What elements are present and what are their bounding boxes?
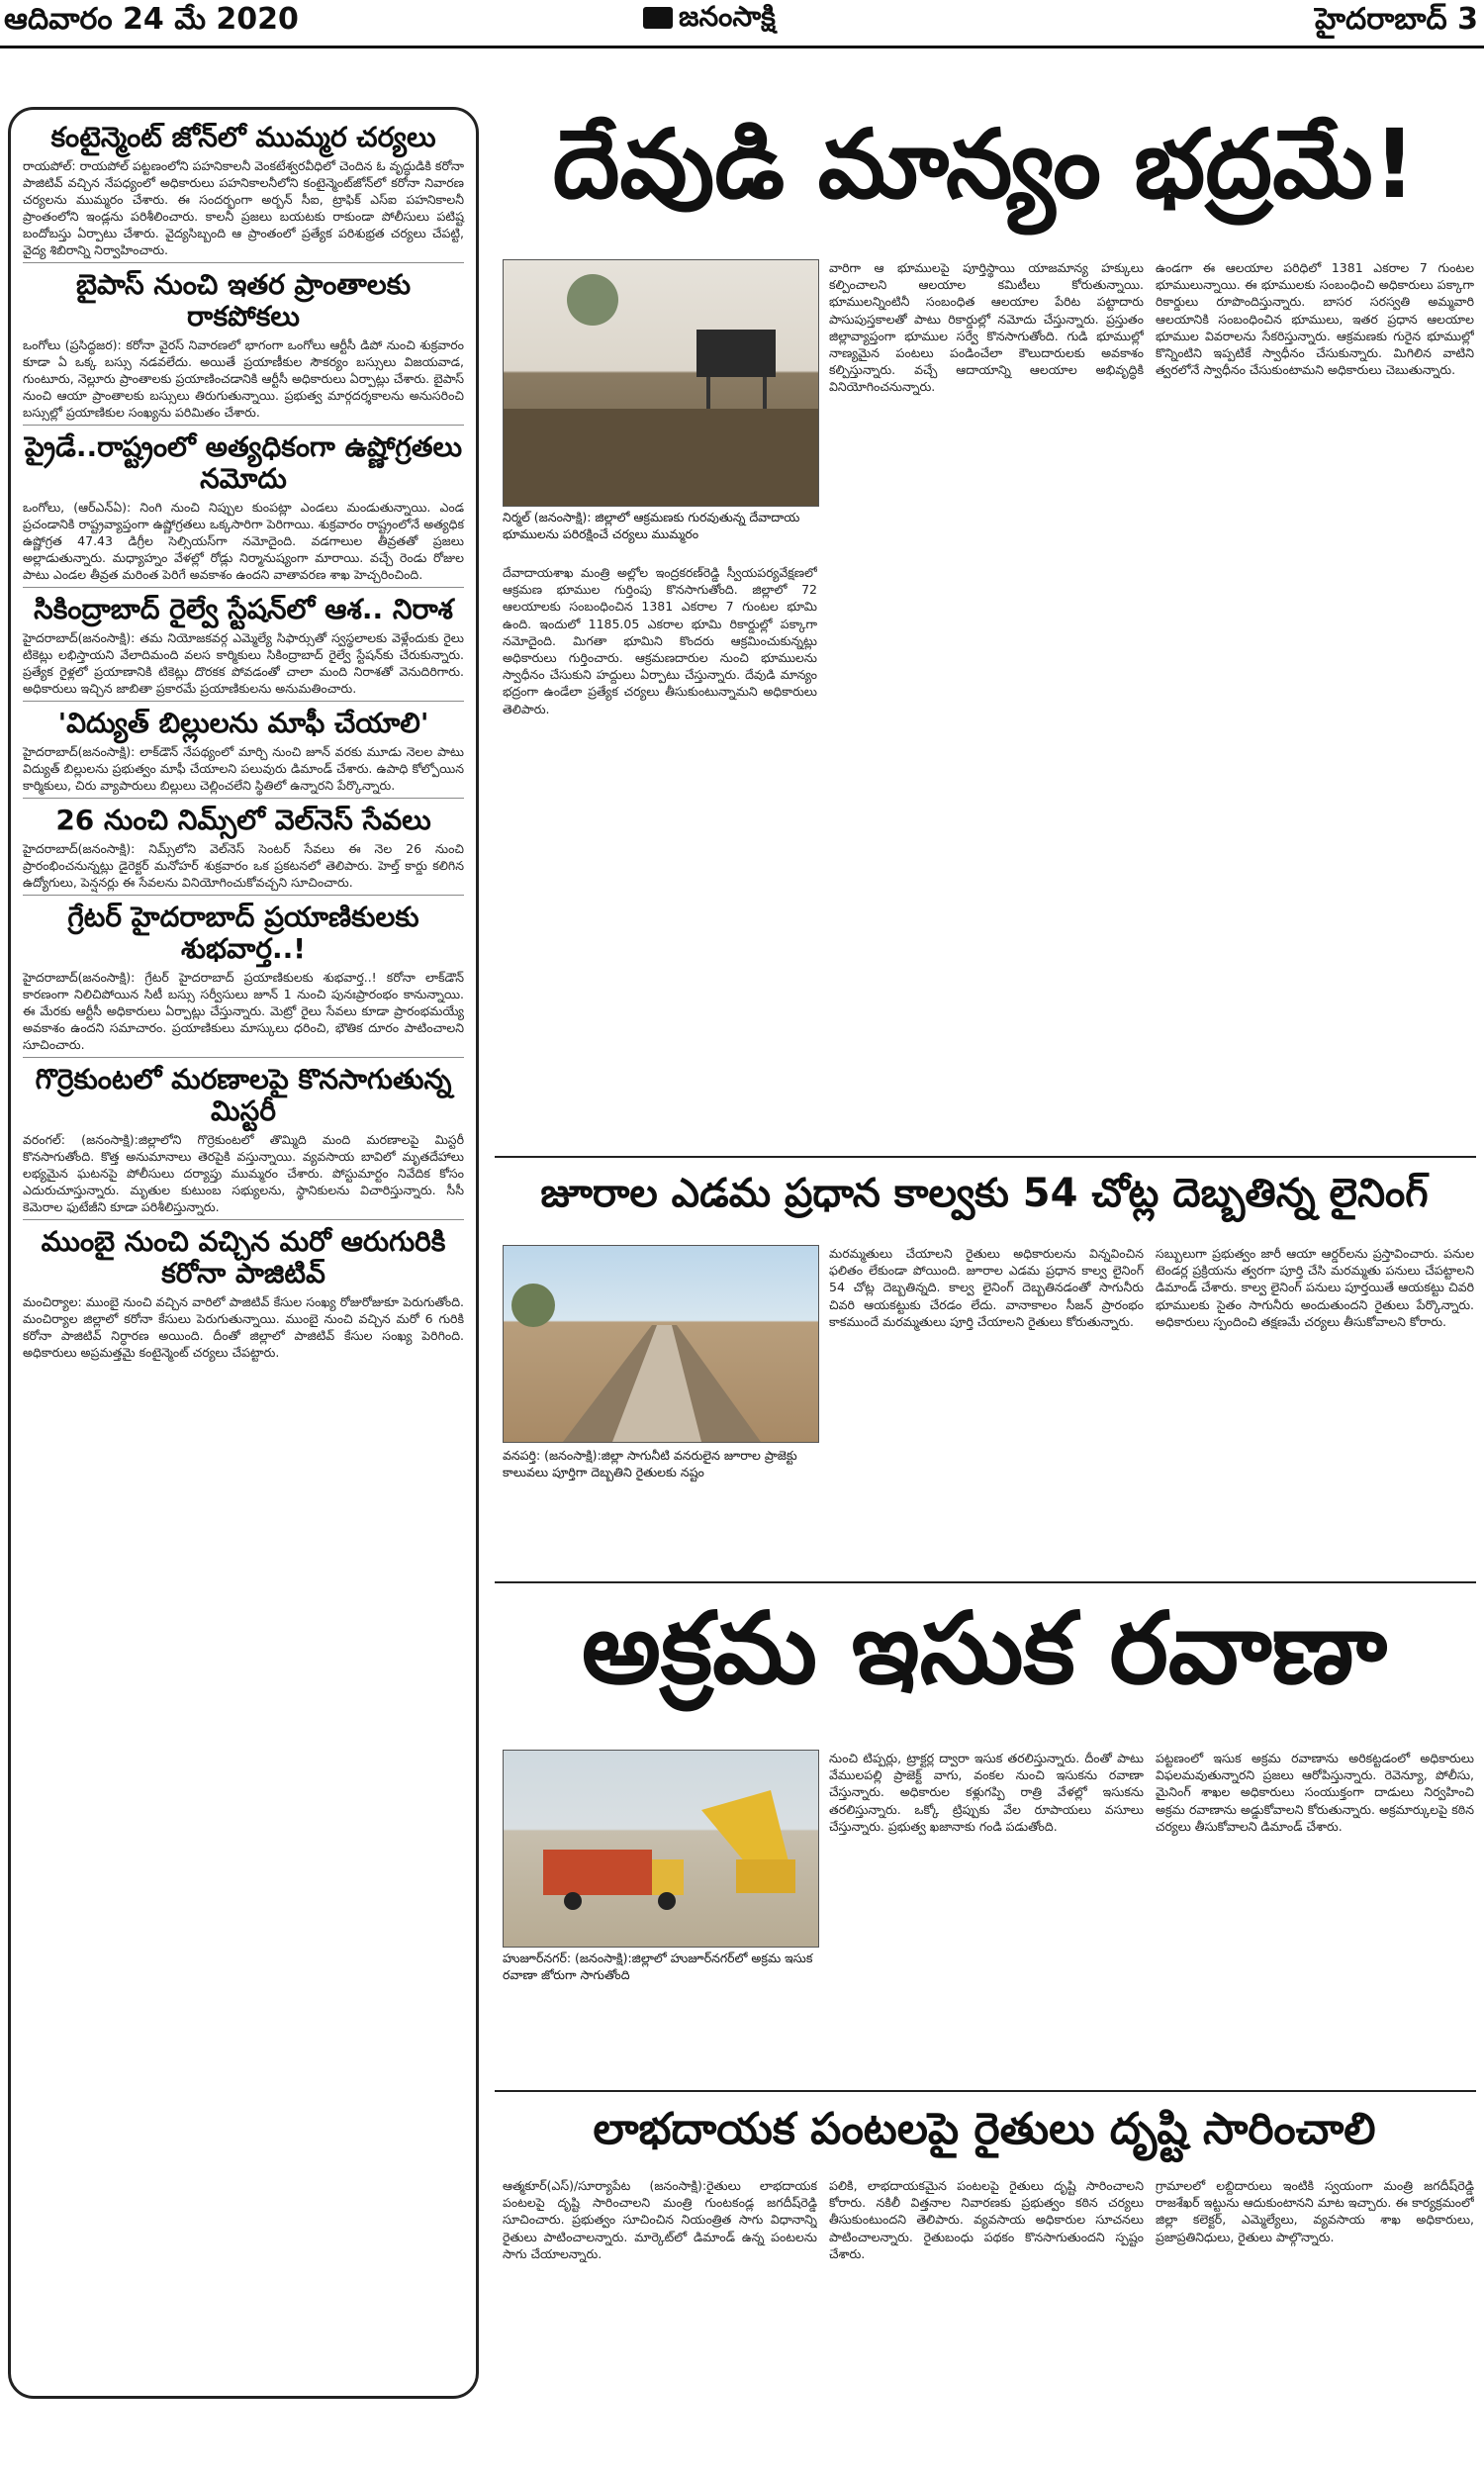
- divider: [23, 425, 464, 426]
- divider: [23, 1219, 464, 1220]
- brief-text: వరంగల్: (జనంసాక్షి):జిల్లాలోని గొర్రెకుంటలో తొమ్మిది మంది మరణాలపై మిస్టరీ కొనసాగుతోంది. కొత్త అనుమానాలు తెరపైకి వస్తున్నాయి. వ్యవసాయ బావిలో మృతదేహాలు లభ్యమైన ఘటనపై పోలీసులు దర్యాప్తు ముమ్మరం చేశారు. పోస్టుమార్టం నివేదిక కోసం ఎదురుచూస్తున్నారు. మృతుల కుటుంబ సభ్యులను, స్థానికులను విచారిస్తున్నారు. సీసీ కెమెరాల ఫుటేజీని కూడా పరిశీలిస్తున్నారు.: [23, 1132, 464, 1214]
- brief-title: గ్రేటర్ హైదరాబాద్ ప్రయాణికులకు శుభవార్త..!: [67, 901, 419, 965]
- brief-title: 'విద్యుత్ బిల్లులను మాఫీ చేయాలి': [57, 707, 429, 739]
- divider: [23, 895, 464, 896]
- brief-text: హైదరాబాద్(జనంసాక్షి): గ్రేటర్ హైదరాబాద్ ప్రయాణికులకు శుభవార్త..! కరోనా లాక్‌డౌన్ కారణంగా నిలిచిపోయిన సిటీ బస్సు సర్వీసులు జూన్ 1 నుంచి పునఃప్రారంభం కానున్నాయి. ఈ మేరకు ఆర్టీసీ అధికారులు ఏర్పాట్లు చేస్తున్నారు. మెట్రో రైలు సేవలు కూడా ప్రారంభమయ్యే అవకాశం ఉందని సమాచారం. ప్రయాణికులు మాస్కులు ధరించి, భౌతిక దూరం పాటించాలని సూచించారు.: [23, 970, 464, 1052]
- sand-truck-excavator-image: [504, 1751, 818, 1947]
- story4-headline: లాభదాయక పంటలపై రైతులు దృష్టి సారించాలి: [593, 2104, 1376, 2154]
- brief-item: [23, 594, 464, 702]
- brief-text: రాయపోల్: రాయపోల్ పట్టణంలోని పహనికాలనీ వెంకటేశ్వరవీధిలో చెందిన ఓ వృద్ధుడికి కరోనా పాజిటివ్ వచ్చిన నేపధ్యంలో అధికారులు పహనికాలనీలోని కంటైన్మెంట్‌జోన్‌లో కరోనా నివారణ చర్యలను ముమ్మరం చేశారు. ఈ సందర్భంగా అర్బన్ సీఐ, ట్రాఫిక్ ఎస్‌ఐ పహనికాలనీ ప్రాంతంలోని ఇండ్లను పరిశీలించారు. కాలనీ ప్రజలు బయటకు రాకుండా పోలీసులు పటిష్ట బందోబస్తు ఏర్పాటు చేశారు. వైద్యసిబ్బంది ఆ ప్రాంతంలో ప్రత్యేక పరిశుభ్రత చర్యలు చేపట్టి, వైద్య శిబిరాన్ని నిర్వాహించారు.: [23, 158, 464, 257]
- divider: [23, 798, 464, 799]
- brief-title: ముంబై నుంచి వచ్చిన మరో ఆరుగురికి కరోనా పాజిటివ్: [41, 1225, 446, 1289]
- brief-item: [23, 708, 464, 799]
- brief-text: హైదరాబాద్(జనంసాక్షి): లాక్‌డౌన్ నేపథ్యంలో మార్చి నుంచి జూన్ వరకు మూడు నెలల పాటు విద్యుత్ బిల్లులను ప్రభుత్వం మాఫీ చేయాలని పలువురు డిమాండ్ చేశారు. ఉపాధి కోల్పోయిన కార్మికులు, చిరు వ్యాపారులు బిల్లులు చెల్లించలేని స్థితిలో ఉన్నారని పేర్కొన్నారు.: [23, 744, 464, 793]
- brief-title: గొర్రెకుంటలో మరణాలపై కొనసాగుతున్న మిస్టరీ: [35, 1063, 452, 1127]
- story3-column-2: పట్టణంలో ఇసుక అక్రమ రవాణాను అరికట్టడంలో అధికారులు విఫలమవుతున్నారని ప్రజలు ఆరోపిస్తున్నారు. రెవెన్యూ, పోలీసు, మైనింగ్ శాఖల అధికారులు సంయుక్తంగా దాడులు నిర్వహించి అక్రమ రవాణాను అడ్డుకోవాలని కోరుతున్నారు. అక్రమార్కులపై కఠిన చర్యలు తీసుకోవాలని డిమాండ్ చేశారు.: [1156, 1751, 1474, 1834]
- divider: [23, 587, 464, 588]
- divider: [23, 701, 464, 702]
- excavator: [701, 1790, 790, 1869]
- signboard-field-image: [504, 260, 818, 506]
- story3-photo: [503, 1750, 819, 1948]
- story4-column-3: గ్రామాలలో లబ్దిదారులు ఇంటికి స్వయంగా మంత్రి జగదీష్‌రెడ్డి రాజశేఖర్ ఇట్టును ఆదుకుంటానని మాట ఇచ్చారు. ఈ కార్యక్రమంలో జిల్లా కలెక్టర్, ఎమ్మెల్యేలు, వ్యవసాయ శాఖ అధికారులు, ప్రజాప్రతినిధులు, రైతులు పాల్గొన్నారు.: [1156, 2178, 1474, 2244]
- story3-column-1: నుంచి టిప్పర్లు, ట్రాక్టర్ల ద్వారా ఇసుక తరలిస్తున్నారు. దీంతో పాటు వేములపల్లి ప్రాజెక్ట్ వాగు, వంకల నుంచి ఇసుకను రవాణా చేస్తున్నారు. అధికారుల కళ్లుగప్పి రాత్రి వేళల్లో ఇసుకను తరలిస్తున్నారు. ఒక్కో ట్రిప్పుకు వేల రూపాయలు వసూలు చేస్తున్నారు. ప్రభుత్వ ఖజానాకు గండి పడుతోంది.: [829, 1751, 1144, 1834]
- story4-column-1: ఆత్మకూర్(ఎస్)/సూర్యాపేట (జనంసాక్షి):రైతులు లాభదాయక పంటలపై దృష్టి సారించాలని మంత్రి గుంటకండ్ల జగదీష్‌రెడ్డి సూచించారు. ప్రభుత్వం సూచించిన నియంత్రిత సాగు విధానాన్ని రైతులు పాటించాలన్నారు. మార్కెట్‌లో డిమాండ్ ఉన్న పంటలను సాగు చేయాలన్నారు.: [503, 2178, 817, 2261]
- brief-item: [23, 902, 464, 1058]
- signboard: [696, 330, 776, 377]
- logo-icon: [643, 7, 673, 29]
- brief-item: [23, 431, 464, 588]
- story1-headline: దేవుడి మాన్యం భద్రమే!: [552, 109, 1417, 220]
- brief-item: [23, 122, 464, 263]
- brief-text: ఒంగోలు (ప్రసిద్ధజర): కరోనా వైరస్ నివారణలో భాగంగా ఒంగోలు ఆర్టీసీ డిపో నుంచి శుక్రవారం కూడా ఏ ఒక్క బస్సు నడవలేదు. అయితే ప్రయాణీకుల సౌకర్యం బస్సులు విజయవాడ, గుంటూరు, నెల్లూరు ప్రాంతాలకు ప్రయాణించడానికి ఆర్టీసీ అధికారులు ఏర్పాట్లు చేశారు. బైపాస్ నుంచి ఆయా ప్రాంతాలకు బస్సులు తిరుగుతున్నాయి. ప్రభుత్వ మార్గదర్శకాలను అనుసరించి బస్సుల్లో ప్రయాణికుల సంఖ్యను పరిమితం చేశారు.: [23, 337, 464, 420]
- brief-text: హైదరాబాద్(జనంసాక్షి): నిమ్స్‌లోని వెల్‌నెస్ సెంటర్ సేవలు ఈ నెల 26 నుంచి ప్రారంభించనున్నట్లు డైరెక్టర్ మనోహర్ శుక్రవారం ఒక ప్రకటనలో తెలిపారు. హెల్త్ కార్డు కలిగిన ఉద్యోగులు, పెన్షనర్లు ఈ సేవలను వినియోగించుకోవచ్చని సూచించారు.: [23, 841, 464, 890]
- story2-photo: [503, 1245, 819, 1443]
- brief-item: [23, 805, 464, 896]
- brief-item: [23, 269, 464, 426]
- brief-text: మంచిర్యాల: ముంబై నుంచి వచ్చిన వారిలో పాజిటివ్ కేసుల సంఖ్య రోజురోజుకూ పెరుగుతోంది. మంచిర్యాల జిల్లాలో కరోనా కేసులు పెరుగుతున్నాయి. ముంబై నుంచి వచ్చిన మరో 6 గురికి కరోనా పాజిటివ్ నిర్ధారణ అయింది. దీంతో జిల్లాలో పాజిటివ్ కేసుల సంఖ్య పెరిగింది. అధికారులు అప్రమత్తమై కంటైన్మెంట్ చర్యలు చేపట్టారు.: [23, 1294, 464, 1360]
- brief-text: హైదరాబాద్(జనంసాక్షి): తమ నియోజకవర్గ ఎమ్మెల్యే సిఫార్సుతో స్వస్థలాలకు వెళ్లేందుకు రైలు టికెట్లు లభిస్తాయని వేలాదిమంది వలస కార్మికులు సికింద్రాబాద్ రైల్వే స్టేషన్‌కు చేరుకున్నారు. ప్రత్యేక రైళ్లలో ప్రయాణానికి టికెట్లు దొరకక పోవడంతో చాలా మంది నిరాశతో వెనుదిరిగారు. అధికారులు ఇచ్చిన జాబితా ప్రకారమే ప్రయాణికులను అనుమతించారు.: [23, 630, 464, 696]
- header-rule: [0, 46, 1484, 48]
- story1-column-3: ఉండగా ఈ ఆలయాల పరిధిలో 1381 ఎకరాల 7 గుంటల భూములున్నాయి. ఈ భూములకు సంబంధించి అధికారులు పక్కాగా రికార్డులు రూపొందిస్తున్నారు. బాసర సరస్వతి అమ్మవారి ఆలయానికి సంబంధించిన భూములు, ఇతర ప్రధాన ఆలయాల భూముల వివరాలను సేకరిస్తున్నారు. ఆక్రమణకు గురైన భూముల్లో కొన్నింటిని ఇప్పటికే స్వాధీనం చేసుకున్నారు. మిగిలిన వాటిని త్వరలోనే స్వాధీనం చేసుకుంటామని అధికారులు చెబుతున్నారు.: [1156, 260, 1474, 378]
- story1-photo: [503, 259, 819, 507]
- damaged-canal-image: [504, 1246, 818, 1442]
- divider: [495, 1156, 1476, 1158]
- story2-column-2: సబ్బులుగా ప్రభుత్వం జారీ ఆయా ఆర్డర్‌లను ప్రస్తావించారు. పనుల టెండర్ల ప్రక్రియను త్వరగా పూర్తి చేసి మరమ్మతు పనులు చేపట్టాలని డిమాండ్ చేశారు. కాల్వ లైనింగ్ పనులు పూర్తయితే ఆయకట్టు చివరి భూములకు సైతం సాగునీరు అందుతుందని రైతులు పేర్కొన్నారు. అధికారులు స్పందించి తక్షణమే చర్యలు తీసుకోవాలని కోరారు.: [1156, 1246, 1474, 1329]
- story1-column-1: దేవాదాయశాఖ మంత్రి అల్లోల ఇంద్రకరణ్‌రెడ్డి స్వీయపర్యవేక్షణలో ఆక్రమణ భూముల గుర్తింపు కొనసాగుతోంది. జిల్లాలో 72 ఆలయాలకు సంబంధించిన 1381 ఎకరాల 7 గుంటల భూమి ఉంది. ఇందులో 1185.05 ఎకరాల భూమి రికార్డుల్లో పక్కాగా నమోదైంది. మిగతా భూమిని కొందరు ఆక్రమించుకున్నట్లు అధికారులు గుర్తించారు. ఆక్రమణదారుల నుంచి భూములను స్వాధీనం చేసుకుని హద్దులు ఏర్పాటు చేస్తున్నారు. దేవుడి మాన్యం భద్రంగా ఉండేలా ప్రత్యేక చర్యలు తీసుకుంటున్నామని అధికారులు తెలిపారు.: [503, 565, 817, 716]
- paper-name: జనంసాక్షి: [679, 0, 776, 33]
- brief-item: [23, 1226, 464, 1361]
- story1-photo-caption: నిర్మల్ (జనంసాక్షి): జిల్లాలో ఆక్రమణకు గురవుతున్న దేవాదాయ భూములను పరిరక్షించే చర్యలు ముమ్మరం: [503, 510, 800, 541]
- brief-item: [23, 1064, 464, 1220]
- brief-title: బైపాస్ నుంచి ఇతర ప్రాంతాలకు రాకపోకలు: [75, 268, 412, 333]
- story2-photo-caption: వనపర్తి: (జనంసాక్షి):జిల్లా సాగునీటి వనరులైన జూరాల ప్రాజెక్టు కాలువలు పూర్తిగా దెబ్బతిని రైతులకు నష్టం: [503, 1448, 797, 1479]
- brief-title: 26 నుంచి నిమ్స్‌లో వెల్‌నెస్ సేవలు: [55, 804, 431, 836]
- brief-title: సికింద్రాబాద్ రైల్వే స్టేషన్‌లో ఆశ.. నిరాశ: [34, 593, 453, 625]
- story3-photo-caption: హుజూర్‌నగర్: (జనంసాక్షి):జిల్లాలో హుజూర్‌నగర్‌లో అక్రమ ఇసుక రవాణా జోరుగా సాగుతోంది: [503, 1951, 813, 1982]
- page-city-number: హైదరాబాద్ 3: [1315, 2, 1478, 37]
- page-date: ఆదివారం 24 మే 2020: [4, 2, 299, 37]
- divider: [23, 262, 464, 263]
- story1-column-2: వారిగా ఆ భూములపై పూర్తిస్థాయి యాజమాన్య హక్కులు కల్పించాలని ఆలయాల కమిటీలు కోరుతున్నాయి. భూములన్నింటినీ సంబంధిత ఆలయాల పేరిట పట్టాదారు పాసుపుస్తకాలతో పాటు రికార్డుల్లో నమోదు చేస్తున్నారు. ప్రస్తుతం జిల్లావ్యాప్తంగా భూముల సర్వే కొనసాగుతోంది. గుడి భూముల్లో నాణ్యమైన పంటలు పండించేలా కౌలుదారులకు అవకాశం కల్పిస్తున్నారు. వచ్చే ఆదాయాన్ని ఆలయాల అభివృద్ధికి వినియోగించనున్నారు.: [829, 260, 1144, 395]
- masthead-logo: [643, 0, 776, 40]
- news-briefs-sidebar: [8, 107, 479, 2399]
- story4-column-2: పలికి, లాభదాయకమైన పంటలపై రైతులు దృష్టి సారించాలని కోరారు. నకిలీ విత్తనాల నివారణకు ప్రభుత్వం కఠిన చర్యలు తీసుకుంటుందని తెలిపారు. వ్యవసాయ అధికారుల సూచనలు పాటించాలన్నారు. రైతుబంధు పథకం కొనసాగుతుందని స్పష్టం చేశారు.: [829, 2178, 1144, 2261]
- story3-headline: అక్రమ ఇసుక రవాణా: [581, 1590, 1388, 1706]
- divider: [495, 2090, 1476, 2092]
- divider: [495, 1581, 1476, 1583]
- brief-title: ప్రైడే..రాష్ట్రంలో అత్యధికంగా ఉష్ణోగ్రతలు నమోదు: [24, 430, 463, 495]
- story2-headline: జూరాల ఎడమ ప్రధాన కాల్వకు 54 చోట్ల దెబ్బతిన్న లైనింగ్: [540, 1171, 1429, 1216]
- truck: [543, 1850, 652, 1895]
- brief-text: ఒంగోలు, (ఆర్‌ఎన్ఏ): నింగి నుంచి నిప్పుల కుంపట్లా ఎండలు మండుతున్నాయి. ఎండ ప్రచండానికి రాష్ట్రవ్యాప్తంగా ఉష్ణోగ్రతలు ఒక్కసారిగా పెరిగాయి. శుక్రవారం రాష్ట్రంలోనే అత్యధిక ఉష్ణోగ్రత 47.43 డిగ్రీల సెల్సియస్‌గా నమోదైంది. వడగాలుల తీవ్రతతో ప్రజలు అల్లాడుతున్నారు. మధ్యాహ్నం వేళల్లో రోడ్లు నిర్మానుష్యంగా మారాయి. వచ్చే రెండు రోజుల పాటు ఎండల తీవ్రత మరింత పెరిగే అవకాశం ఉందని వాతావరణ శాఖ హెచ్చరించింది.: [23, 500, 464, 582]
- story2-column-1: మరమ్మతులు చేయాలని రైతులు అధికారులను విన్నవించిన ఫలితం లేకుండా పోయింది. జూరాల ఎడమ ప్రధాన కాల్వ లైనింగ్ 54 చోట్ల దెబ్బతిన్నది. కాల్వ లైనింగ్ దెబ్బతినడంతో సాగునీరు చివరి ఆయకట్టుకు చేరడం లేదు. వానాకాలం సీజన్ ప్రారంభం కాకముందే మరమ్మతులు పూర్తి చేయాలని రైతులు కోరుతున్నారు.: [829, 1246, 1144, 1329]
- divider: [23, 1057, 464, 1058]
- brief-title: కంటైన్మెంట్ జోన్‌లో ముమ్మర చర్యలు: [50, 121, 436, 153]
